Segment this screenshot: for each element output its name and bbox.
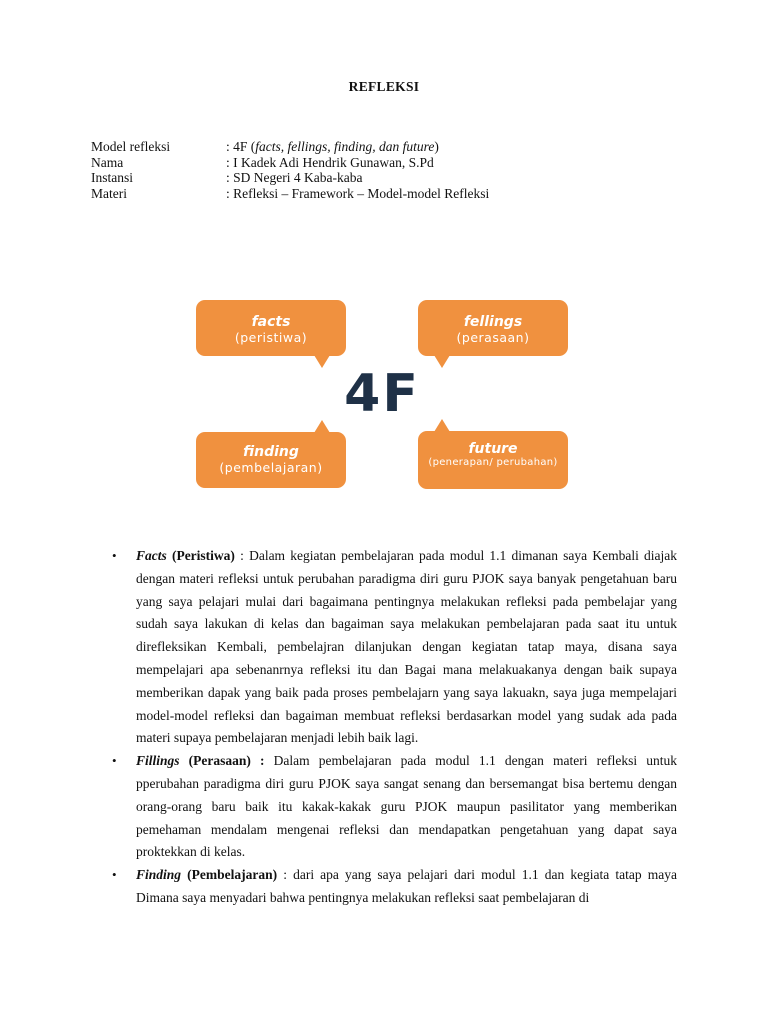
meta-value: : SD Negeri 4 Kaba-kaba bbox=[226, 170, 363, 186]
item-text: Dalam kegiatan pembelajaran pada modul 1.1 dimanan saya Kembali diajak dengan materi refleksi untuk perubahan paradigma diri guru PJOK saya banyak pengetahuan baru yang saya pelajari mulai dari bagaimana pentingnya melakukan refleksi pada pembelajar yang sudah saya lakukan di kelas dan bagaiman saya melakukan pembelajaran pada saat itu untuk direfleksikan Kembali, pembelajran dilanjukan dengan kegiatan tatap maya, disana saya mempelajari apa sebenanrnya refleksi itu dan Bagai mana melakuakanya dengan baik supaya memberikan dapak yang baik pada proses pembelajarn yang saya lakuakn, saya juga mempelajari model-model refleksi dan bagaiman membuat refleksi berdasarkan model yang sudak ada pada materi supaya pembelajaran menjadi lebih baik lagi. bbox=[136, 548, 677, 746]
meta-value-prefix: : 4F ( bbox=[226, 139, 256, 154]
item-term: Fillings bbox=[136, 753, 180, 769]
bullet-icon: • bbox=[112, 548, 117, 563]
item-separator: : bbox=[234, 548, 250, 563]
bullet-icon: • bbox=[112, 753, 117, 769]
meta-key: Nama bbox=[91, 154, 124, 170]
bubble-subtitle: (peristiwa) bbox=[234, 330, 308, 345]
meta-key: Materi bbox=[91, 185, 127, 201]
item-separator: : bbox=[277, 867, 294, 883]
diagram-center-label: 4F bbox=[344, 364, 420, 424]
item-term: Facts bbox=[136, 548, 167, 563]
metadata-block bbox=[91, 139, 489, 201]
bubble-fellings bbox=[418, 300, 568, 356]
item-label: (Pembelajaran) bbox=[181, 867, 278, 883]
bubble-finding bbox=[196, 432, 346, 488]
bubble-future bbox=[418, 431, 568, 489]
list-item-finding bbox=[112, 864, 677, 910]
bubble-subtitle: (penerapan/ perubahan) bbox=[428, 457, 558, 468]
meta-row-instansi bbox=[91, 170, 489, 186]
meta-value: : Refleksi – Framework – Model-model Refleksi bbox=[226, 185, 490, 201]
item-text: dari apa yang saya pelajari dari modul 1.1 dan kegiata tatap maya Dimana saya menyadari bahwa pentingnya melakukan refleksi saat pembelajaran di bbox=[136, 867, 677, 905]
bubble-title: facts bbox=[251, 314, 291, 330]
bullet-icon: • bbox=[112, 867, 117, 883]
bubble-subtitle: (perasaan) bbox=[456, 330, 530, 345]
item-label: (Peristiwa) bbox=[166, 548, 235, 563]
meta-value bbox=[226, 139, 439, 155]
bubble-facts bbox=[196, 300, 346, 356]
bubble-title: future bbox=[468, 441, 518, 457]
meta-value: : I Kadek Adi Hendrik Gunawan, S.Pd bbox=[226, 154, 434, 170]
meta-value-suffix: ) bbox=[434, 139, 439, 154]
bubble-title: fellings bbox=[463, 314, 523, 330]
bubble-subtitle: (pembelajaran) bbox=[219, 460, 323, 475]
list-item-feelings bbox=[112, 750, 677, 864]
item-separator bbox=[265, 753, 274, 768]
meta-row-model bbox=[91, 139, 489, 155]
meta-value-italic: facts, fellings, finding, dan future bbox=[255, 139, 435, 154]
reflection-list bbox=[112, 545, 677, 910]
meta-row-materi bbox=[91, 186, 489, 202]
meta-row-nama bbox=[91, 155, 489, 171]
bubble-title: finding bbox=[243, 444, 299, 460]
meta-key: Model refleksi bbox=[91, 139, 171, 154]
item-text: Dalam pembelajaran pada modul 1.1 dengan materi refleksi untuk pperubahan paradigma diri guru PJOK saya sangat senang dan bersemangat bisa bertemu dengan orang-orang baru baik itu kakak-kakak guru PJOK maupun pasilitator yang memberikan pemehaman mendalam mengenai refleksi dan mendapatkan pengetahuan yang dapat saya proktekkan di kelas. bbox=[136, 753, 678, 860]
meta-key: Instansi bbox=[91, 170, 133, 186]
4f-diagram bbox=[196, 300, 568, 492]
item-label: (Perasaan) : bbox=[179, 753, 265, 769]
document-title: REFLEKSI bbox=[348, 79, 420, 94]
list-item-facts bbox=[112, 545, 677, 750]
item-term: Finding bbox=[136, 867, 182, 883]
